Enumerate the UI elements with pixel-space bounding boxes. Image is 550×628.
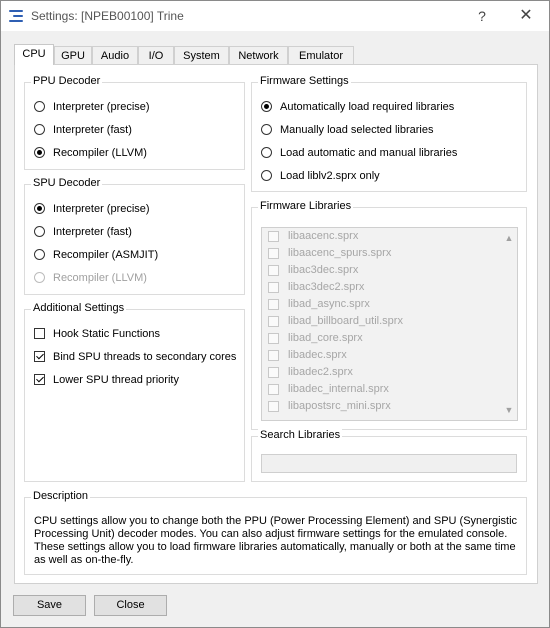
option-label: Recompiler (LLVM) [53, 272, 147, 284]
tab-network[interactable]: Network [229, 46, 288, 64]
checkbox-disabled [268, 384, 279, 395]
search-libraries-title: Search Libraries [260, 429, 341, 441]
rpcs3-app-icon [9, 10, 23, 22]
scroll-down-icon[interactable]: ▼ [504, 405, 514, 415]
checkbox[interactable] [34, 328, 45, 339]
cpu-tab-panel [14, 64, 538, 584]
tab-audio[interactable]: Audio [92, 46, 138, 64]
close-window-button[interactable]: ✕ [519, 7, 533, 24]
checkbox-label: Bind SPU threads to secondary cores [53, 351, 237, 363]
search-libraries-group [251, 429, 527, 482]
checkbox-disabled [268, 350, 279, 361]
ppu-decoder-title: PPU Decoder [33, 75, 101, 87]
option-label: Manually load selected libraries [280, 124, 434, 136]
option-label: Automatically load required libraries [280, 101, 455, 113]
additional-settings-group [24, 302, 245, 482]
radio-button-selected[interactable] [34, 203, 45, 214]
firmware-libraries-group [251, 200, 527, 430]
tab-cpu[interactable]: CPU [14, 44, 54, 65]
option-label: Load automatic and manual libraries [280, 147, 458, 159]
checkbox-disabled [268, 231, 279, 242]
radio-button[interactable] [261, 170, 272, 181]
ppu-decoder-group [24, 75, 245, 170]
checkbox-disabled [268, 333, 279, 344]
firmware-settings-group [251, 75, 527, 192]
radio-button-selected[interactable] [261, 101, 272, 112]
description-title: Description [33, 490, 89, 502]
list-scrollbar[interactable] [501, 228, 517, 420]
save-button[interactable]: Save [13, 595, 86, 616]
option-label: Interpreter (precise) [53, 101, 150, 113]
checkbox-disabled [268, 282, 279, 293]
radio-button-disabled [34, 272, 45, 283]
radio-button[interactable] [261, 124, 272, 135]
radio-button[interactable] [34, 101, 45, 112]
checkbox-checked[interactable] [34, 374, 45, 385]
tab-system[interactable]: System [174, 46, 229, 64]
firmware-libraries-list: libaacenc.sprx libaacenc_spurs.sprx libac3dec.sprx libac3dec2.sprx libad_async.sprx libad_billboard_util.sprx libad_core.sprx libadec.sprx libadec2.sprx libadec_internal.sprx libapostsrc_mini.sprx ▲ ▼ [261, 227, 518, 421]
checkbox-disabled [268, 401, 279, 412]
description-text: CPU settings allow you to change both the PPU (Power Processing Element) and SPU (Synergistic Processing Unit) decoder modes. You can also adjust firmware settings for the emulated console. These settings allow you to load firmware libraries automatically, manually or both at the same time as well as on-the-fly. [34, 515, 518, 566]
radio-button[interactable] [34, 124, 45, 135]
option-label: Recompiler (ASMJIT) [53, 249, 159, 261]
additional-settings-title: Additional Settings [33, 302, 125, 314]
description-group [24, 490, 527, 575]
radio-button-selected[interactable] [34, 147, 45, 158]
tab-emulator[interactable]: Emulator [288, 46, 354, 64]
option-label: Recompiler (LLVM) [53, 147, 147, 159]
checkbox-disabled [268, 367, 279, 378]
tab-io[interactable]: I/O [138, 46, 174, 64]
option-label: Interpreter (precise) [53, 203, 150, 215]
scroll-up-icon[interactable]: ▲ [504, 233, 514, 243]
checkbox-label: Hook Static Functions [53, 328, 160, 340]
help-button[interactable]: ? [478, 8, 486, 24]
radio-button[interactable] [34, 226, 45, 237]
checkbox-disabled [268, 299, 279, 310]
close-button[interactable]: Close [94, 595, 167, 616]
checkbox-checked[interactable] [34, 351, 45, 362]
radio-button[interactable] [261, 147, 272, 158]
window-title: Settings: [NPEB00100] Trine [31, 9, 184, 23]
firmware-settings-title: Firmware Settings [260, 75, 349, 87]
option-label: Interpreter (fast) [53, 124, 132, 136]
spu-decoder-title: SPU Decoder [33, 177, 101, 189]
firmware-libraries-title: Firmware Libraries [260, 200, 352, 212]
search-libraries-input[interactable] [261, 454, 517, 473]
title-bar[interactable] [1, 1, 549, 31]
tab-gpu[interactable]: GPU [54, 46, 92, 64]
checkbox-disabled [268, 265, 279, 276]
option-label: Load liblv2.sprx only [280, 170, 380, 182]
option-label: Interpreter (fast) [53, 226, 132, 238]
checkbox-disabled [268, 316, 279, 327]
checkbox-label: Lower SPU thread priority [53, 374, 179, 386]
spu-decoder-group [24, 177, 245, 295]
checkbox-disabled [268, 248, 279, 259]
radio-button[interactable] [34, 249, 45, 260]
